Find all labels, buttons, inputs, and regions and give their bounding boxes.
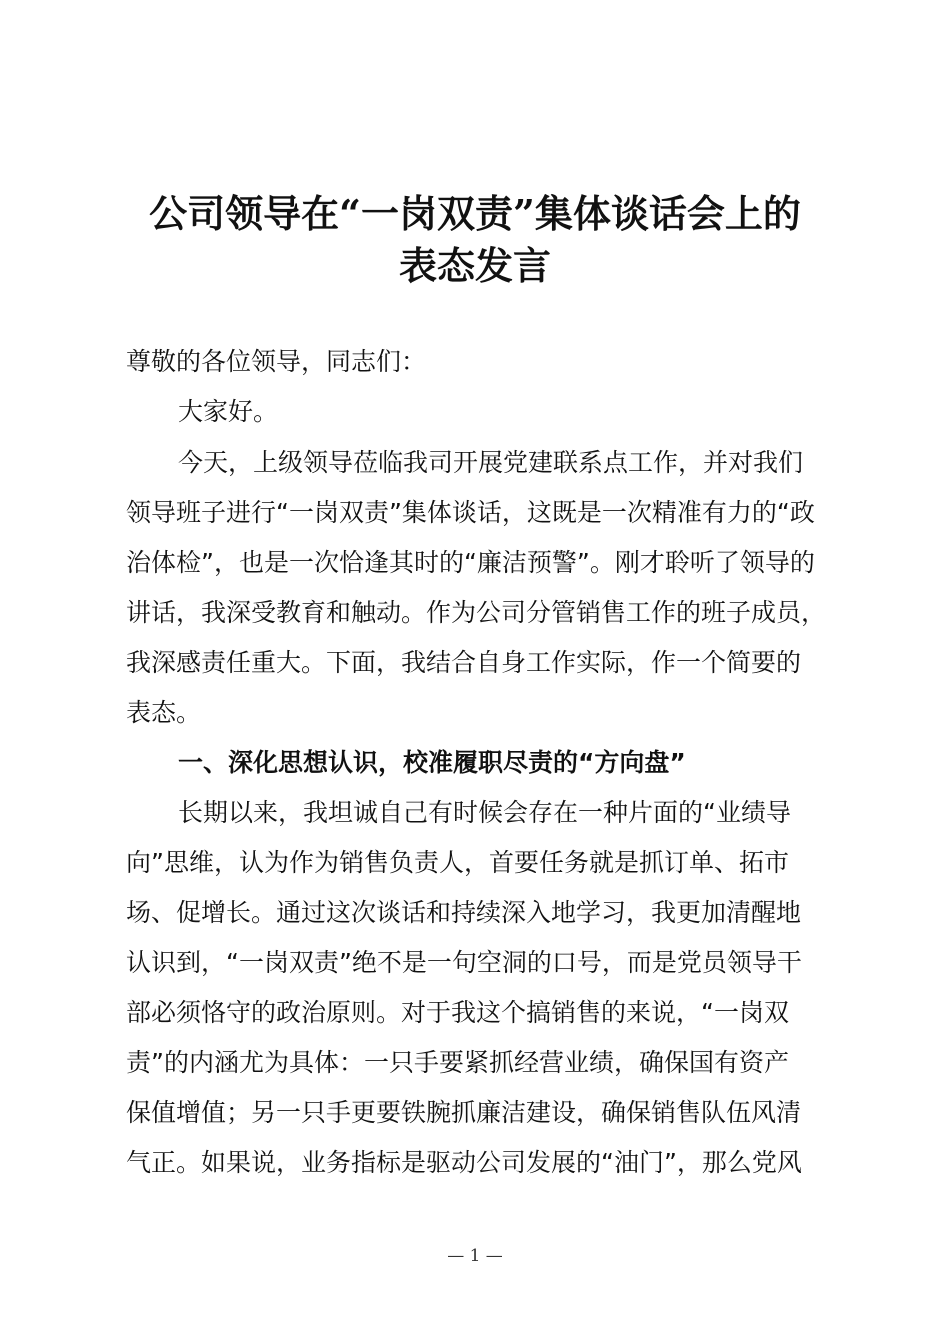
paragraph-line: 场、促增长。通过这次谈话和持续深入地学习，我更加清醒地 (126, 898, 802, 927)
paragraph-line: 向”思维，认为作为销售负责人，首要任务就是抓订单、拓市 (126, 848, 789, 877)
paragraph-line: 气正。如果说，业务指标是驱动公司发展的“油门”，那么党风 (126, 1148, 802, 1177)
document-title-line-1: 公司领导在“一岗双责”集体谈话会上的 (149, 191, 801, 236)
paragraph-line: 治体检”，也是一次恰逢其时的“廉洁预警”。刚才聆听了领导的 (126, 548, 815, 577)
paragraph-line: 表态。 (126, 698, 202, 727)
salutation: 尊敬的各位领导，同志们： (126, 347, 427, 376)
paragraph-line: 部必须恪守的政治原则。对于我这个搞销售的来说，“一岗双 (126, 998, 789, 1027)
section-heading: 一、深化思想认识，校准履职尽责的“方向盘” (178, 748, 686, 777)
paragraph-line: 讲话，我深受教育和触动。作为公司分管销售工作的班子成员， (126, 598, 827, 627)
paragraph-line: 责”的内涵尤为具体：一只手要紧抓经营业绩，确保国有资产 (126, 1048, 789, 1077)
paragraph-line: 我深感责任重大。下面，我结合自身工作实际，作一个简要的 (126, 648, 802, 677)
page-number: — 1 — (447, 1246, 503, 1266)
paragraph-line: 认识到，“一岗双责”绝不是一句空洞的口号，而是党员领导干 (126, 948, 802, 977)
document-title-line-2: 表态发言 (398, 243, 551, 288)
paragraph-line: 保值增值；另一只手更要铁腕抓廉洁建设，确保销售队伍风清 (126, 1098, 802, 1127)
paragraph-line: 今天，上级领导莅临我司开展党建联系点工作，并对我们 (178, 448, 804, 477)
paragraph-line: 长期以来，我坦诚自己有时候会存在一种片面的“业绩导 (178, 798, 791, 827)
greeting: 大家好。 (178, 397, 279, 426)
paragraph-line: 领导班子进行“一岗双责”集体谈话，这既是一次精准有力的“政 (126, 498, 815, 527)
